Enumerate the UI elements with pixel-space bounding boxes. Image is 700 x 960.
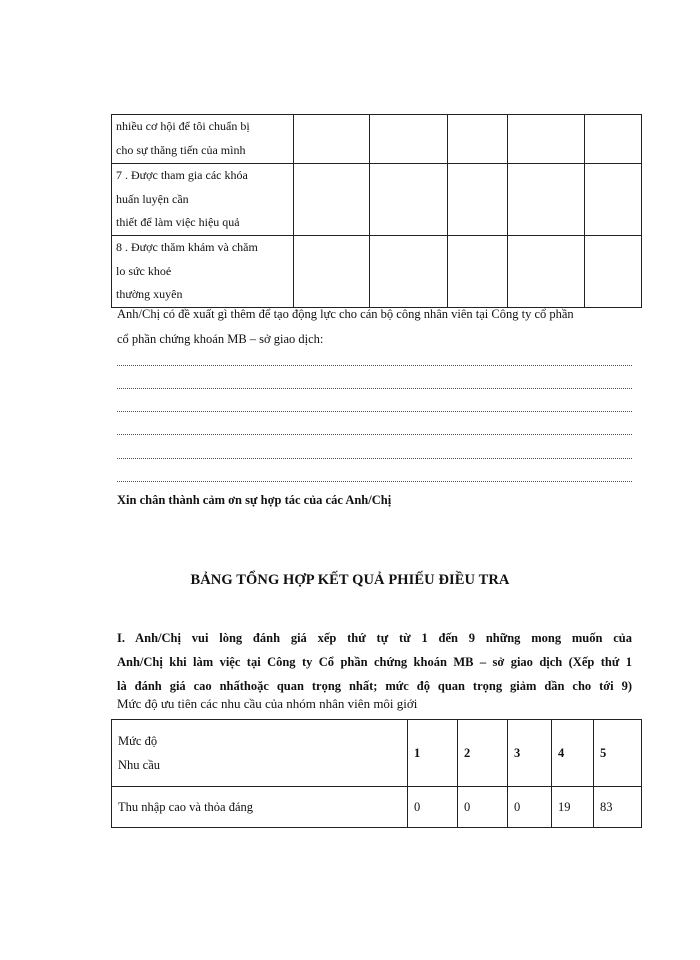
proposal-line: Anh/Chị có đề xuất gì thêm để tạo động lực cho cán bộ công nhân viên tại Công ty cổ phần: [117, 307, 574, 321]
question-line: cho sự thăng tiến của mình: [116, 142, 246, 157]
criteria-header-line: Mức độ: [118, 734, 158, 748]
answer-line[interactable]: [117, 365, 632, 366]
table-row: [112, 115, 642, 164]
rating-cell[interactable]: [585, 164, 642, 236]
question-line: nhiều cơ hội để tôi chuẩn bị: [116, 119, 250, 133]
rating-cell[interactable]: [294, 115, 370, 164]
answer-line[interactable]: [117, 388, 632, 389]
rating-cell[interactable]: [585, 115, 642, 164]
rating-cell[interactable]: [508, 236, 585, 308]
answer-line[interactable]: [117, 411, 632, 412]
rating-cell[interactable]: [508, 164, 585, 236]
rating-cell[interactable]: [448, 115, 508, 164]
level-header: 1: [408, 720, 458, 787]
rating-cell[interactable]: [370, 115, 448, 164]
rating-cell[interactable]: [370, 164, 448, 236]
intro-paragraph: [117, 626, 632, 698]
rating-cell[interactable]: [294, 236, 370, 308]
question-line: lo sức khoẻ: [116, 263, 172, 278]
criteria-header-line: Nhu cầu: [118, 758, 160, 772]
rating-cell[interactable]: [585, 236, 642, 308]
table-header-row: [112, 720, 642, 787]
table-row: [112, 164, 642, 236]
value-cell: 19: [552, 787, 594, 828]
intro-line: là đánh giá cao nhấthoặc quan trọng nhất; mức độ quan trọng giảm dần cho tới 9): [117, 679, 632, 693]
level-header: 3: [508, 720, 552, 787]
answer-line[interactable]: [117, 434, 632, 435]
value-cell: 0: [458, 787, 508, 828]
criteria-header: [112, 720, 408, 787]
value-cell: 0: [408, 787, 458, 828]
proposal-question: [117, 302, 637, 352]
need-cell: Thu nhập cao và thỏa đáng: [112, 787, 408, 828]
value-cell: 83: [594, 787, 642, 828]
rating-cell[interactable]: [448, 236, 508, 308]
rating-cell[interactable]: [448, 164, 508, 236]
rating-cell[interactable]: [508, 115, 585, 164]
page-title: BẢNG TỔNG HỢP KẾT QUẢ PHIẾU ĐIỀU TRA: [190, 572, 510, 588]
question-line: 8 . Được thăm khám và chăm: [116, 240, 258, 254]
level-header: 4: [552, 720, 594, 787]
question-cell: [112, 164, 294, 236]
answer-line[interactable]: [117, 458, 632, 459]
level-header: 5: [594, 720, 642, 787]
question-line: thường xuyên: [116, 287, 183, 301]
rating-cell[interactable]: [294, 164, 370, 236]
thanks-note: Xin chân thành cảm ơn sự hợp tác của các Anh/Chị: [117, 493, 392, 507]
question-cell: [112, 115, 294, 164]
rating-cell[interactable]: [370, 236, 448, 308]
intro-line: I. Anh/Chị vui lòng đánh giá xếp thứ tự từ 1 đến 9 những mong muốn của: [117, 631, 632, 645]
level-header: 2: [458, 720, 508, 787]
question-line: huấn luyện cần: [116, 191, 189, 206]
table-row: [112, 787, 642, 828]
subheading: Mức độ ưu tiên các nhu cầu của nhóm nhân viên môi giới: [117, 696, 418, 711]
result-table: [111, 719, 642, 828]
survey-table: [111, 114, 642, 308]
answer-line[interactable]: [117, 481, 632, 482]
question-cell: [112, 236, 294, 308]
intro-line: Anh/Chị khi làm việc tại Công ty Cổ phần chứng khoán MB – sở giao dịch (Xếp thứ 1: [117, 655, 632, 669]
proposal-line: cổ phần chứng khoán MB – sở giao dịch:: [117, 332, 324, 346]
value-cell: 0: [508, 787, 552, 828]
table-row: [112, 236, 642, 308]
question-line: 7 . Được tham gia các khóa: [116, 168, 248, 182]
question-line: thiết để làm việc hiệu quả: [116, 215, 240, 229]
